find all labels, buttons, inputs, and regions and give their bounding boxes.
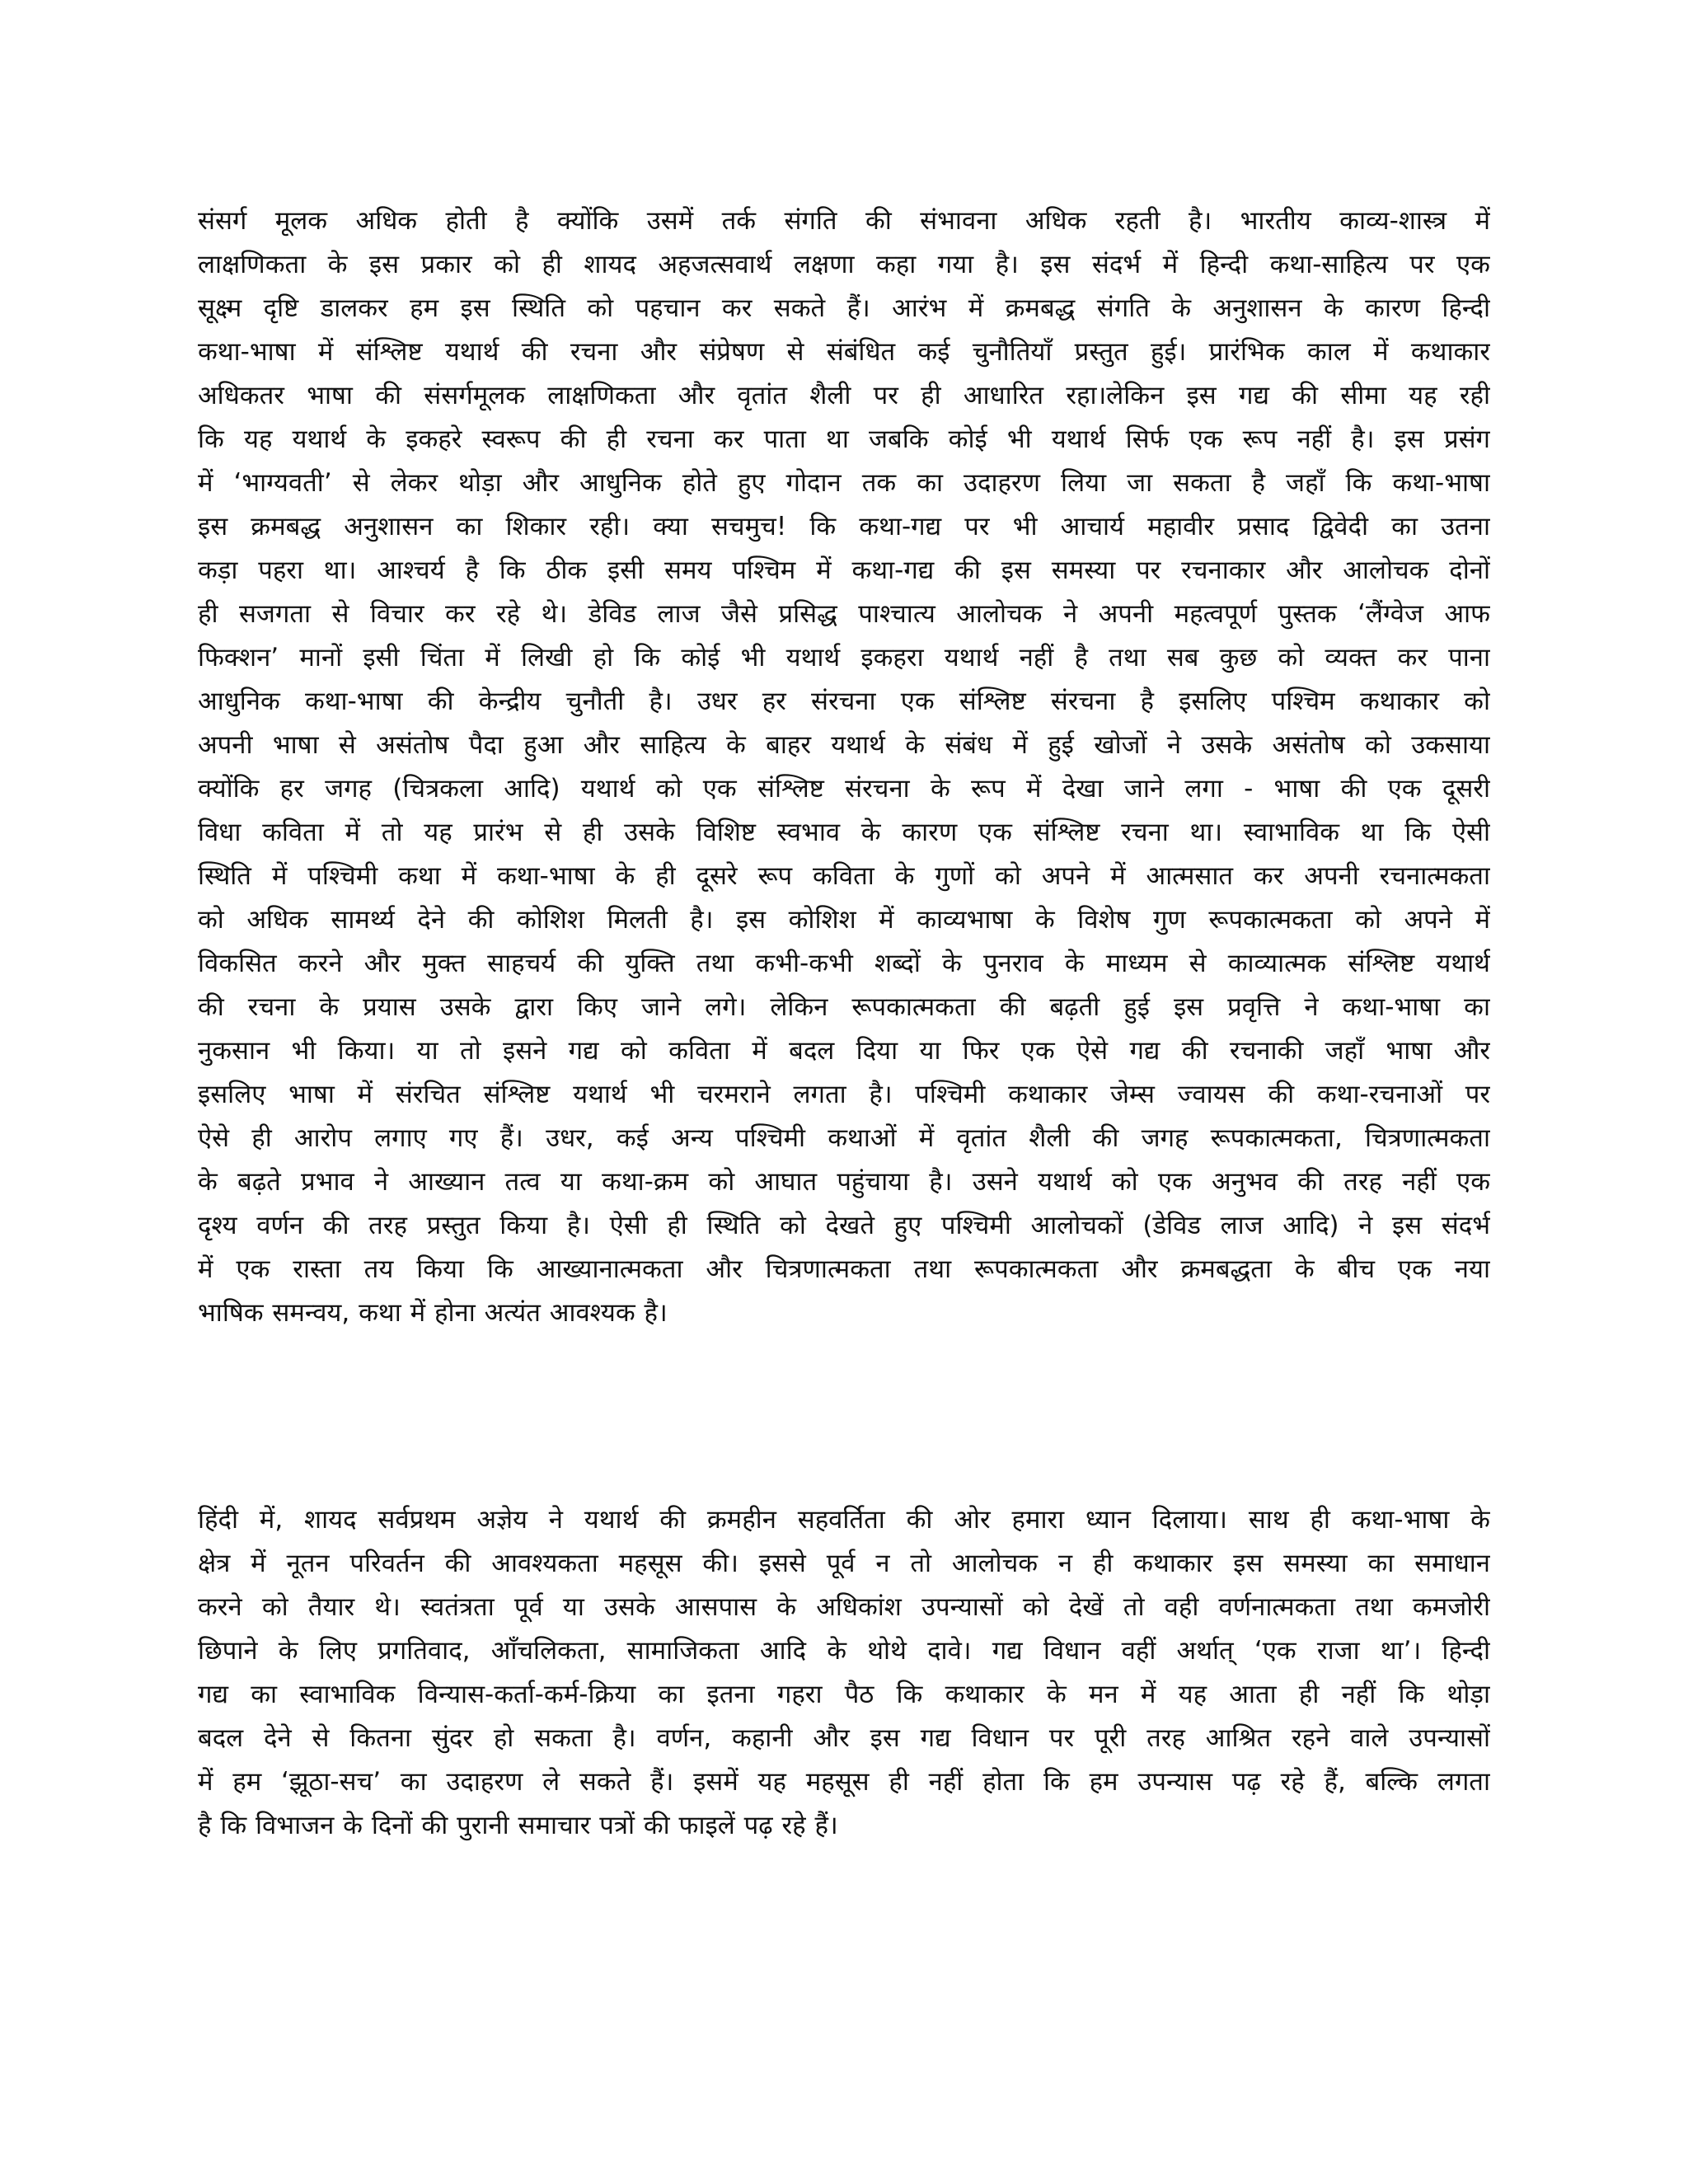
text-line: विकसित करने और मुक्त साहचर्य की युक्ति तथा कभी-कभी शब्दों के पुनराव के माध्यम से काव्यात्मक संश्लिष्ट यथार्थ <box>198 949 1490 978</box>
text-line: नुकसान भी किया। या तो इसने गद्य को कविता में बदल दिया या फिर एक ऐसे गद्य की रचनाकी जहाँ भाषा और <box>198 1036 1490 1066</box>
text-line: फिक्शन’ मानों इसी चिंता में लिखी हो कि कोई भी यथार्थ इकहरा यथार्थ नहीं है तथा सब कुछ को व्यक्त कर पाना <box>198 643 1490 673</box>
text-line: अपनी भाषा से असंतोष पैदा हुआ और साहित्य के बाहर यथार्थ के संबंध में हुई खोजों ने उसके असंतोष को उकसाया <box>198 730 1490 760</box>
text-line: के बढ़ते प्रभाव ने आख्यान तत्व या कथा-क्रम को आघात पहुंचाया है। उसने यथार्थ को एक अनुभव की तरह नहीं एक <box>198 1167 1490 1197</box>
text-line: क्योंकि हर जगह (चित्रकला आदि) यथार्थ को एक संश्लिष्ट संरचना के रूप में देखा जाने लगा - भाषा की एक दूसरी <box>198 774 1490 804</box>
text-line: क्षेत्र में नूतन परिवर्तन की आवश्यकता महसूस की। इससे पूर्व न तो आलोचक न ही कथाकार इस समस्या का समाधान <box>198 1549 1490 1578</box>
text-line: भाषिक समन्वय, कथा में होना अत्यंत आवश्यक है। <box>198 1298 668 1328</box>
text-line: इसलिए भाषा में संरचित संश्लिष्ट यथार्थ भी चरमराने लगता है। पश्चिमी कथाकार जेम्स ज्वायस की कथा-रचनाओं पर <box>198 1080 1490 1109</box>
text-line: को अधिक सामर्थ्य देने की कोशिश मिलती है। इस कोशिश में काव्यभाषा के विशेष गुण रूपकात्मकता को अपने में <box>198 905 1490 935</box>
text-line: अधिकतर भाषा की संसर्गमूलक लाक्षणिकता और वृतांत शैली पर ही आधारित रहा।लेकिन इस गद्य की सीमा यह रही <box>198 381 1490 410</box>
text-line: ही सजगता से विचार कर रहे थे। डेविड लाज जैसे प्रसिद्ध पाश्चात्य आलोचक ने अपनी महत्वपूर्ण पुस्तक ‘लैंग्वेज आफ <box>198 599 1490 629</box>
text-line: ऐसे ही आरोप लगाए गए हैं। उधर, कई अन्य पश्चिमी कथाओं में वृतांत शैली की जगह रूपकात्मकता, चित्रणात्मकता <box>198 1123 1490 1153</box>
text-line: है कि विभाजन के दिनों की पुरानी समाचार पत्रों की फाइलें पढ़ रहे हैं। <box>198 1811 838 1840</box>
text-line: छिपाने के लिए प्रगतिवाद, आँचलिकता, सामाजिकता आदि के थोथे दावे। गद्य विधान वहीं अर्थात् ‘एक राजा था’। हिन्दी <box>198 1636 1490 1666</box>
text-line: संसर्ग मूलक अधिक होती है क्योंकि उसमें तर्क संगति की संभावना अधिक रहती है। भारतीय काव्य-शास्त्र में <box>198 206 1490 236</box>
body-paragraph-2 <box>198 1498 1490 1848</box>
body-paragraph-1 <box>198 199 1490 1335</box>
text-line: कि यह यथार्थ के इकहरे स्वरूप की ही रचना कर पाता था जबकि कोई भी यथार्थ सिर्फ एक रूप नहीं है। इस प्रसंग <box>198 424 1490 454</box>
text-line: विधा कविता में तो यह प्रारंभ से ही उसके विशिष्ट स्वभाव के कारण एक संश्लिष्ट रचना था। स्वाभाविक था कि ऐसी <box>198 818 1490 847</box>
text-line: सूक्ष्म दृष्टि डालकर हम इस स्थिति को पहचान कर सकते हैं। आरंभ में क्रमबद्ध संगति के अनुशासन के कारण हिन्दी <box>198 293 1490 323</box>
text-line: लाक्षणिकता के इस प्रकार को ही शायद अहजत्सवार्थ लक्षणा कहा गया है। इस संदर्भ में हिन्दी कथा-साहित्य पर एक <box>198 250 1490 279</box>
text-line: में एक रास्ता तय किया कि आख्यानात्मकता और चित्रणात्मकता तथा रूपकात्मकता और क्रमबद्धता के बीच एक नया <box>198 1254 1490 1284</box>
text-line: इस क्रमबद्ध अनुशासन का शिकार रही। क्या सचमुच! कि कथा-गद्य पर भी आचार्य महावीर प्रसाद द्विवेदी का उतना <box>198 512 1490 541</box>
text-line: कथा-भाषा में संश्लिष्ट यथार्थ की रचना और संप्रेषण से संबंधित कई चुनौतियाँ प्रस्तुत हुई। प्रारंभिक काल में कथाकार <box>198 337 1490 367</box>
text-line: में हम ‘झूठा-सच’ का उदाहरण ले सकते हैं। इसमें यह महसूस ही नहीं होता कि हम उपन्यास पढ़ रहे हैं, बल्कि लगता <box>198 1767 1490 1797</box>
text-line: बदल देने से कितना सुंदर हो सकता है। वर्णन, कहानी और इस गद्य विधान पर पूरी तरह आश्रित रहने वाले उपन्यासों <box>198 1723 1490 1753</box>
text-line: में ‘भाग्यवती’ से लेकर थोड़ा और आधुनिक होते हुए गोदान तक का उदाहरण लिया जा सकता है जहाँ कि कथा-भाषा <box>198 468 1490 498</box>
text-line: करने को तैयार थे। स्वतंत्रता पूर्व या उसके आसपास के अधिकांश उपन्यासों को देखें तो वही वर्णनात्मकता तथा कमजोरी <box>198 1592 1490 1622</box>
text-line: हिंदी में, शायद सर्वप्रथम अज्ञेय ने यथार्थ की क्रमहीन सहवर्तिता की ओर हमारा ध्यान दिलाया। साथ ही कथा-भाषा के <box>198 1505 1490 1535</box>
text-line: कड़ा पहरा था। आश्चर्य है कि ठीक इसी समय पश्चिम में कथा-गद्य की इस समस्या पर रचनाकार और आलोचक दोनों <box>198 555 1490 585</box>
text-line: स्थिति में पश्चिमी कथा में कथा-भाषा के ही दूसरे रूप कविता के गुणों को अपने में आत्मसात कर अपनी रचनात्मकता <box>198 861 1490 891</box>
text-line: की रचना के प्रयास उसके द्वारा किए जाने लगे। लेकिन रूपकात्मकता की बढ़ती हुई इस प्रवृत्ति ने कथा-भाषा का <box>198 992 1490 1022</box>
text-line: गद्य का स्वाभाविक विन्यास-कर्ता-कर्म-क्रिया का इतना गहरा पैठ कि कथाकार के मन में यह आता ही नहीं कि थोड़ा <box>198 1680 1490 1709</box>
text-line: दृश्य वर्णन की तरह प्रस्तुत किया है। ऐसी ही स्थिति को देखते हुए पश्चिमी आलोचकों (डेविड लाज आदि) ने इस संदर्भ <box>198 1211 1490 1240</box>
text-line: आधुनिक कथा-भाषा की केन्द्रीय चुनौती है। उधर हर संरचना एक संश्लिष्ट संरचना है इसलिए पश्चिम कथाकार को <box>198 687 1490 716</box>
